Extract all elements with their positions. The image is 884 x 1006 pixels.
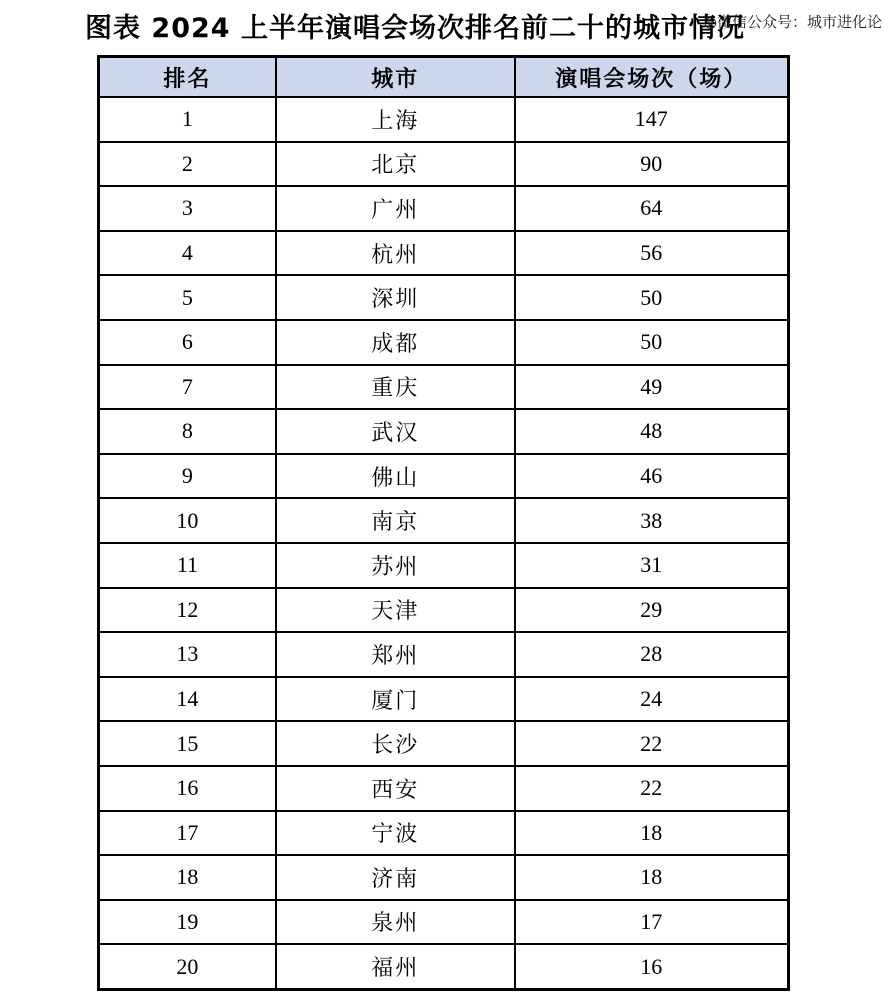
- rank-cell: 4: [99, 231, 276, 276]
- city-cell: 武汉: [276, 409, 515, 454]
- count-cell: 18: [515, 855, 789, 900]
- rank-cell: 18: [99, 855, 276, 900]
- count-cell: 46: [515, 454, 789, 499]
- count-cell: 18: [515, 811, 789, 856]
- city-cell: 天津: [276, 588, 515, 633]
- city-cell: 厦门: [276, 677, 515, 722]
- city-cell: 成都: [276, 320, 515, 365]
- rank-cell: 16: [99, 766, 276, 811]
- city-cell: 杭州: [276, 231, 515, 276]
- concert-count-table: [97, 55, 790, 991]
- city-cell: 南京: [276, 498, 515, 543]
- rank-cell: 6: [99, 320, 276, 365]
- table-row: [99, 454, 789, 499]
- table-row: [99, 409, 789, 454]
- rank-cell: 9: [99, 454, 276, 499]
- table-row: [99, 944, 789, 989]
- rank-cell: 12: [99, 588, 276, 633]
- city-cell: 佛山: [276, 454, 515, 499]
- count-cell: 24: [515, 677, 789, 722]
- city-cell: 上海: [276, 97, 515, 142]
- table-row: [99, 231, 789, 276]
- table-body: [99, 97, 789, 989]
- city-cell: 长沙: [276, 721, 515, 766]
- rank-cell: 13: [99, 632, 276, 677]
- rank-cell: 7: [99, 365, 276, 410]
- city-cell: 西安: [276, 766, 515, 811]
- column-header-count: 演唱会场次（场）: [515, 57, 789, 98]
- page-title: 图表 2024 上半年演唱会场次排名前二十的城市情况: [85, 13, 745, 44]
- rank-cell: 19: [99, 900, 276, 945]
- count-cell: 64: [515, 186, 789, 231]
- count-cell: 147: [515, 97, 789, 142]
- column-header-rank: 排名: [99, 57, 276, 98]
- count-cell: 31: [515, 543, 789, 588]
- table-row: [99, 900, 789, 945]
- count-cell: 38: [515, 498, 789, 543]
- table-row: [99, 811, 789, 856]
- rank-cell: 5: [99, 275, 276, 320]
- rank-cell: 15: [99, 721, 276, 766]
- city-cell: 福州: [276, 944, 515, 989]
- rank-cell: 10: [99, 498, 276, 543]
- count-cell: 48: [515, 409, 789, 454]
- count-cell: 17: [515, 900, 789, 945]
- table-row: [99, 721, 789, 766]
- city-cell: 北京: [276, 142, 515, 187]
- rank-cell: 3: [99, 186, 276, 231]
- city-cell: 苏州: [276, 543, 515, 588]
- count-cell: 90: [515, 142, 789, 187]
- column-header-city: 城市: [276, 57, 515, 98]
- count-cell: 50: [515, 320, 789, 365]
- city-cell: 郑州: [276, 632, 515, 677]
- count-cell: 56: [515, 231, 789, 276]
- city-cell: 济南: [276, 855, 515, 900]
- table-header: [99, 57, 789, 98]
- table-row: [99, 320, 789, 365]
- count-cell: 28: [515, 632, 789, 677]
- count-cell: 29: [515, 588, 789, 633]
- rank-cell: 11: [99, 543, 276, 588]
- table-row: [99, 142, 789, 187]
- table-row: [99, 855, 789, 900]
- table-row: [99, 275, 789, 320]
- table-row: [99, 543, 789, 588]
- city-cell: 重庆: [276, 365, 515, 410]
- header-row: [99, 57, 789, 98]
- city-cell: 宁波: [276, 811, 515, 856]
- rank-cell: 8: [99, 409, 276, 454]
- rank-cell: 17: [99, 811, 276, 856]
- table-row: [99, 97, 789, 142]
- count-cell: 50: [515, 275, 789, 320]
- rank-cell: 2: [99, 142, 276, 187]
- city-cell: 泉州: [276, 900, 515, 945]
- table-row: [99, 186, 789, 231]
- table-row: [99, 677, 789, 722]
- table-row: [99, 365, 789, 410]
- table-row: [99, 588, 789, 633]
- table-row: [99, 766, 789, 811]
- watermark: ◎微信公众号：城市进化论: [703, 13, 882, 31]
- count-cell: 49: [515, 365, 789, 410]
- city-cell: 广州: [276, 186, 515, 231]
- table-row: [99, 498, 789, 543]
- table-row: [99, 632, 789, 677]
- count-cell: 22: [515, 721, 789, 766]
- rank-cell: 20: [99, 944, 276, 989]
- rank-cell: 14: [99, 677, 276, 722]
- count-cell: 22: [515, 766, 789, 811]
- rank-cell: 1: [99, 97, 276, 142]
- count-cell: 16: [515, 944, 789, 989]
- city-cell: 深圳: [276, 275, 515, 320]
